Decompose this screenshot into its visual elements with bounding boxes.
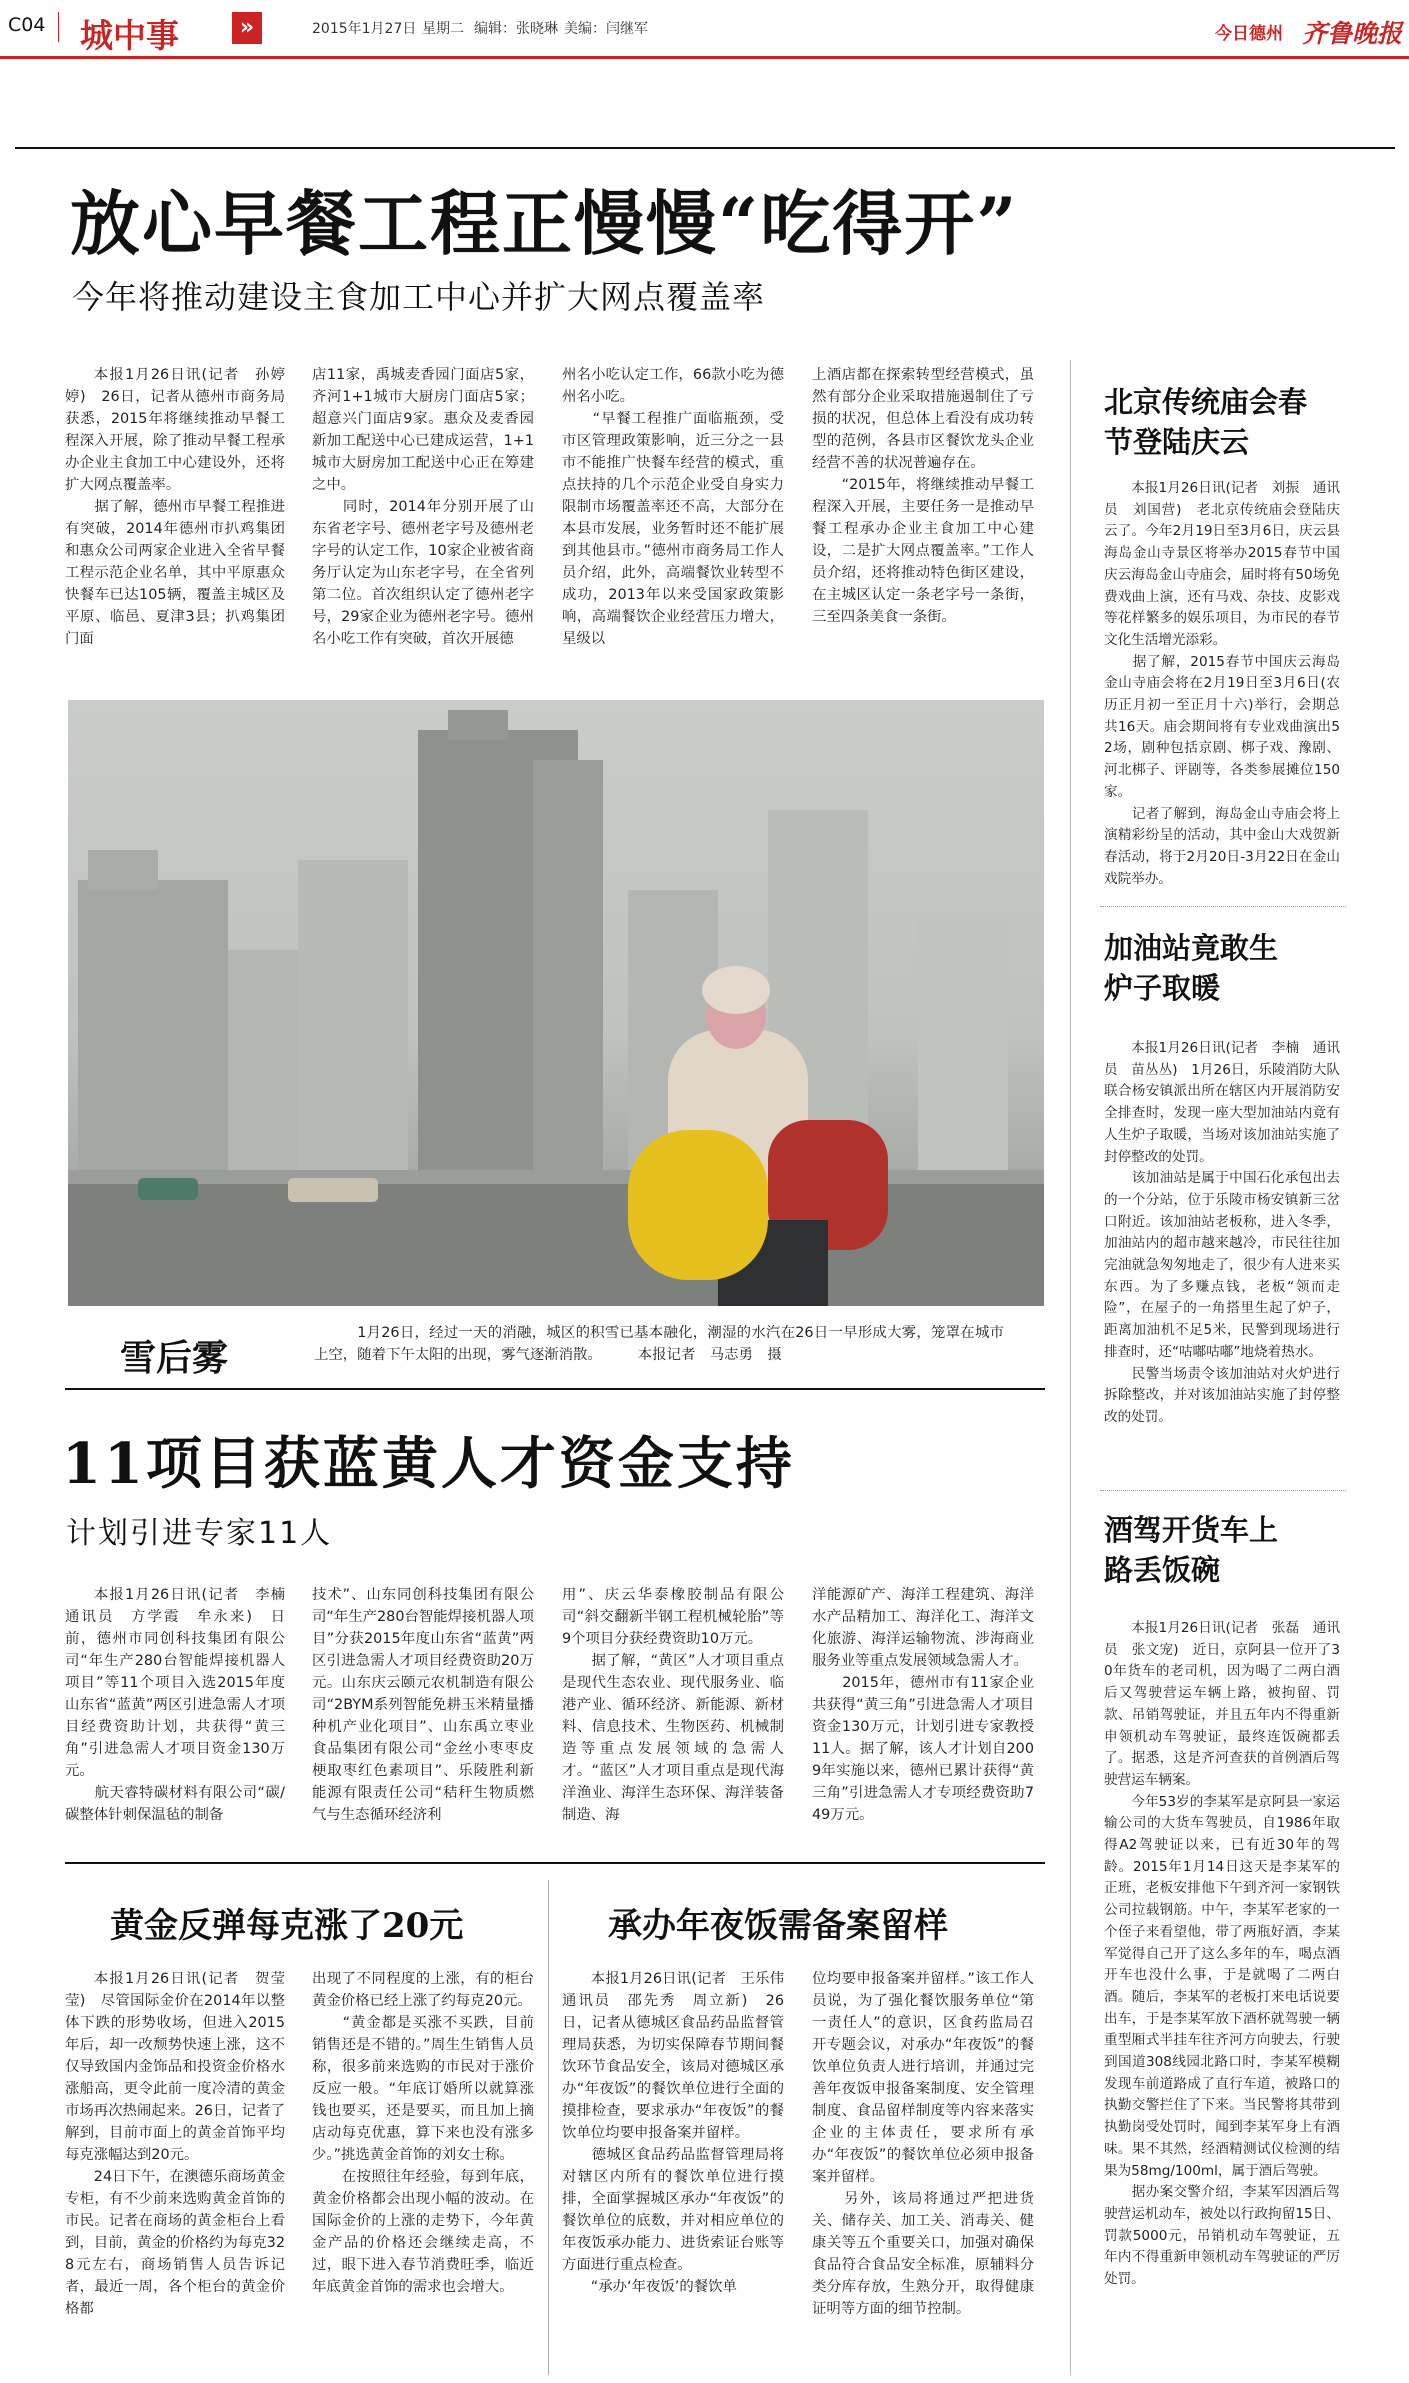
editor-credit: 编辑：张晓琳 [474,21,558,37]
main-col-4: 上酒店都在探索转型经营模式，虽然有部分企业采取措施遏制住了亏损的状况，但总体上看没有成功转型的范例，各县市区餐饮龙头企业经营不善的状况普遍存在。 “2015年，将继续推动早餐工程深入开展，主要任务一是推动早餐工程承办企业主食加工中心建设，二是扩大网点覆盖率。”工作人员介绍，还将推动特色街区建设，在主城区认定一条老字号一条街，三至四条美食一条街。 [812,367,1034,625]
temple-body: 本报1月26日讯(记者 刘振 通讯员 刘国营) 老北京传统庙会登陆庆云了。今年2月19日至3月6日，庆云县海岛金山寺景区将举办2015春节中国庆云海岛金山寺庙会，届时将有50场免费戏曲上演，还有马戏、杂技、皮影戏等花样繁多的娱乐项目，为市民的春节文化生活增光添彩。 据了解，2015春节中国庆云海岛金山寺庙会将在2月19日至3月6日(农历正月初一至正月十六)举行，会期总共16天。庙会期间将有专业戏曲演出52场，剧种包括京剧、梆子戏、豫剧、河北梆子、评剧等，各类参展摊位150家。 记者了解到，海岛金山寺庙会将上演精彩纷呈的活动，其中金山大戏贺新春活动，将于2月20日-3月22日在金山戏院举办。 [1104,480,1340,887]
fog-photo [68,700,1044,1306]
photo-caption: 1月26日，经过一天的消融，城区的积雪已基本融化，潮湿的水汽在26日一早形成大雾，笼罩在城市上空，随着下午太阳的出现，雾气逐渐消散。 本报记者 马志勇 摄 [314,1325,1004,1363]
headline-gas: 加油站竟敢生炉子取暖 [1104,931,1279,1005]
headline-temple: 北京传统庙会春节登陆庆云 [1104,385,1308,459]
gold-banquet-divider [548,1880,549,2375]
section-divider [58,12,59,42]
banquet-col-1: 本报1月26日讯(记者 王乐伟 通讯员 邵先秀 周立新) 26日，记者从德城区食品药品监督管理局获悉，为切实保障春节期间餐饮环节食品安全，该局对德城区承办“年夜饭”的餐饮单位进行全面的摸排检查，要求承办“年夜饭”的餐饮单位均要申报备案并留样。 德城区食品药品监督管理局将对辖区内所有的餐饮单位进行摸排，全面掌握城区承办“年夜饭”的餐饮单位的底数，并对相应单位的年夜饭承办能力、进货索证台账等方面进行重点检查。 “承办‘年夜饭’的餐饮单 [562,1971,784,2295]
column-name: 今日德州 [1215,24,1283,44]
gas-body: 本报1月26日讯(记者 李楠 通讯员 苗丛丛) 1月26日，乐陵消防大队联合杨安镇派出所在辖区内开展消防安全排查时，发现一座大型加油站内竟有人生炉子取暖，当场对该加油站实施了封停整改的处罚。 该加油站是属于中国石化承包出去的一个分站，位于乐陵市杨安镇新三岔口附近。该加油站老板称，进入冬季，加油站内的超市越来越冷，市民往往加完油就急匆匆地走了，很少有人进来买东西。为了多赚点钱，老板“领而走险”，在屋子的一角搭里生起了炉子，距离加油机不足5米，民警到现场进行排查时，还“咕嘟咕嘟”地烧着热水。 民警当场责令该加油站对火炉进行拆除整改，并对该加油站实施了封停整改的处罚。 [1104,1040,1340,1425]
fog-photo-scene [68,700,1044,1306]
photo-bottom-rule [65,1388,1045,1390]
headline-gold: 黄金反弹每克涨了20元 [110,1906,464,1946]
issue-weekday: 星期二 [422,21,464,37]
main-col-3: 州名小吃认定工作，66款小吃为德州名小吃。 “早餐工程推广面临瓶颈，受市区管理政策影响，近三分之一县市不能推广快餐车经营的模式，重点扶持的几个示范企业受自身实力限制市场覆盖率还不高，大部分在本县市发展，业务暂时还不能扩展到其他县市。”德州市商务局工作人员介绍，此外，高端餐饮业转型不成功，2013年以来受国家政策影响，高端餐饮企业经营压力增大，星级以 [562,367,784,647]
page-header [0,0,1409,62]
headline-drunk: 酒驾开货车上路丢饭碗 [1104,1513,1279,1587]
gas-divider [1100,1490,1346,1491]
headline-banquet: 承办年夜饭需备案留样 [608,1906,948,1946]
section-arrow-icon: » [232,12,262,44]
talent-col-1: 本报1月26日讯(记者 李楠 通讯员 方学霞 牟永来) 日前，德州市同创科技集团有限公司“年生产280台智能焊接机器人项目”等11个项目入选2015年度山东省“蓝黄”两区引进急需人才项目经费资助计划，共获得“黄三角”引进急需人才项目资金130万元。 航天睿特碳材料有限公司“碳/碳整体针刺保温毡的制备 [65,1587,285,1823]
headline-main: 放心早餐工程正慢慢“吃得开” [70,182,1019,265]
talent-col-2: 技术”、山东同创科技集团有限公司“年生产280台智能焊接机器人项目”分获2015年度山东省“蓝黄”两区引进急需人才项目经费资助20万元。山东庆云颐元农机制造有限公司“2BYM系列智能免耕玉米精量播种机产业化项目”、山东禹立枣业食品集团有限公司“金丝小枣枣皮梗取枣红色素项目”、乐陵胜利新能源有限责任公司“秸秆生物质燃气与生态循环经济利 [312,1587,535,1823]
drunk-body: 本报1月26日讯(记者 张磊 通讯员 张文宠) 近日，京阿县一位开了30年货车的老司机，因为喝了二两白酒后又驾驶营运车辆上路，被拘留、罚款、吊销驾驶证，并且五年内不得重新申领机动车驾驶证，最终连饭碗都丢了。据悉，这是齐河查获的首例酒后驾驶营运车辆案。 今年53岁的李某军是京阿县一家运输公司的大货车驾驶员，自1986年取得A2驾驶证以来，已有近30年的驾龄。2015年1月14日这天是李某军的正班，老板安排他下午到齐河一家钢铁公司拉载钢筋。中午，李某军老家的一个侄子来看望他，带了两瓶好酒，李某军觉得自己开了这么多年的车，喝点酒开车也没什么事，于是就喝了二两白酒。随后，李某军的老板打来电话说要出车，于是李某军放下酒杯就驾驶一辆重型厢式半挂车往齐河方向驶去，行驶到国道308线园北路口时，李某军模糊发现车前道路成了直行车道，被路口的执勤交警拦住了下来。当民警将其带到执勤岗受处罚时，闻到李某军身上有酒味。果不其然，经酒精测试仪检测的结果为58mg/100ml，属于酒后驾驶。 据办案交警介绍，李某军因酒后驾驶营运机动车，被处以行政拘留15日、罚款5000元，吊销机动车驾驶证，五年内不得重新申领机动车驾驶证的严厉处罚。 [1104,1620,1340,2288]
header-rule-2 [15,147,1395,149]
banquet-col-2: 位均要申报备案并留样。”该工作人员说，为了强化餐饮服务单位“第一责任人”的意识，区食药监局召开专题会议，对承办“年夜饭”的餐饮单位负责人进行培训，并通过完善年夜饭申报备案制度、安全管理制度、食品留样制度等内容来落实企业的主体责任，要求所有承办“年夜饭”的餐饮单位必须申报备案并留样。 另外，该局将通过严把进货关、储存关、加工关、消毒关、健康关等五个重要关口，加强对确保食品符合食品安全标准，原辅料分类分库存放，生熟分开，取得健康证明等方面的细节控制。 [812,1971,1034,2317]
talent-bottom-rule [65,1862,1045,1864]
header-red-rule [0,56,1409,59]
subheadline-talent: 计划引进专家11人 [66,1516,333,1551]
gold-col-2: 出现了不同程度的上涨，有的柜台黄金价格已经上涨了约每克20元。 “黄金都是买涨不买跌，目前销售还是不错的。”周生生销售人员称，很多前来选购的市民对于涨价反应一般。“年底订婚所以就算涨钱也要买，还是要买，而且加上摘店动每克优惠，算下来也没有涨多少。”挑选黄金首饰的刘女士称。 在按照往年经验，每到年底，黄金价格都会出现小幅的波动。在国际金价的上涨的走势下，今年黄金产品的价格还会继续走高，不过，眼下进入春节消费旺季，临近年底黄金首饰的需求也会增大。 [312,1971,534,2295]
page-code: C04 [8,14,46,36]
gold-col-1: 本报1月26日讯(记者 贺莹莹) 尽管国际金价在2014年以整体下跌的形势收场，但进入2015年后，却一改颓势快速上涨，这不仅导致国内金饰品和投资金价格水涨船高，更令此前一度冷清的黄金市场再次热闹起来。26日，记者了解到，目前市面上的黄金首饰平均每克涨幅达到20元。 24日下午，在澳德乐商场黄金专柜，有不少前来选购黄金首饰的市民。记者在商场的黄金柜台上看到，目前，黄金的价格约为每克328元左右，商场销售人员告诉记者，最近一周，各个柜台的黄金价格都 [65,1971,285,2317]
designer-credit: 美编：闫继军 [564,21,648,37]
temple-divider [1100,906,1346,907]
talent-col-3: 用”、庆云华泰橡胶制品有限公司“斜交翻新半钢工程机械轮胎”等9个项目分获经费资助10万元。 据了解，“黄区”人才项目重点是现代生态农业、现代服务业、临港产业、循环经济、新能源、新材料、信息技术、生物医药、机械制造等重点发展领域的急需人才。“蓝区”人才项目重点是现代海洋渔业、海洋生态环保、海洋装备制造、海 [562,1587,784,1823]
main-col-2: 店11家，禹城麦香园门面店5家，齐河1+1城市大厨房门面店5家；超意兴门面店9家。惠众及麦香园新加工配送中心已建成运营，1+1城市大厨房加工配送中心正在筹建之中。 同时，2014年分别开展了山东省老字号、德州老字号及德州老字号的认定工作，10家企业被省商务厅认定为山东老字号，在全省列第二位。首次组织认定了德州老字号，29家企业为德州老字号。德州名小吃工作有突破，首次开展德 [312,367,534,647]
newspaper-logo: 齐鲁晚报 [1302,19,1403,48]
talent-col-4: 洋能源矿产、海洋工程建筑、海洋水产品精加工、海洋化工、海洋文化旅游、海洋运输物流、涉海商业服务业等重点发展领域急需人才。 2015年，德州市有11家企业共获得“黄三角”引进急需人才项目资金130万元，计划引进专家教授11人。据了解，该人才计划自2009年实施以来，德州已累计获得“黄三角”引进急需人才专项经费资助749万元。 [812,1587,1034,1823]
sidebar-divider [1070,360,1071,2375]
headline-talent: 11项目获蓝黄人才资金支持 [62,1431,795,1497]
section-title: 城中事 [80,16,179,55]
issue-date: 2015年1月27日 [312,21,417,37]
main-col-1: 本报1月26日讯(记者 孙婷婷) 26日，记者从德州市商务局获悉，2015年将继续推动早餐工程深入开展，除了推动早餐工程承办企业主食加工中心建设外，还将扩大网点覆盖率。 据了解，德州市早餐工程推进有突破，2014年德州市扒鸡集团和惠众公司两家企业进入全省早餐工程示范企业名单，其中平原惠众快餐车已达105辆，覆盖主城区及平原、临邑、夏津3县；扒鸡集团门面 [65,367,285,647]
subheadline-main: 今年将推动建设主食加工中心并扩大网点覆盖率 [72,278,766,316]
photo-title: 雪后雾 [120,1337,229,1379]
